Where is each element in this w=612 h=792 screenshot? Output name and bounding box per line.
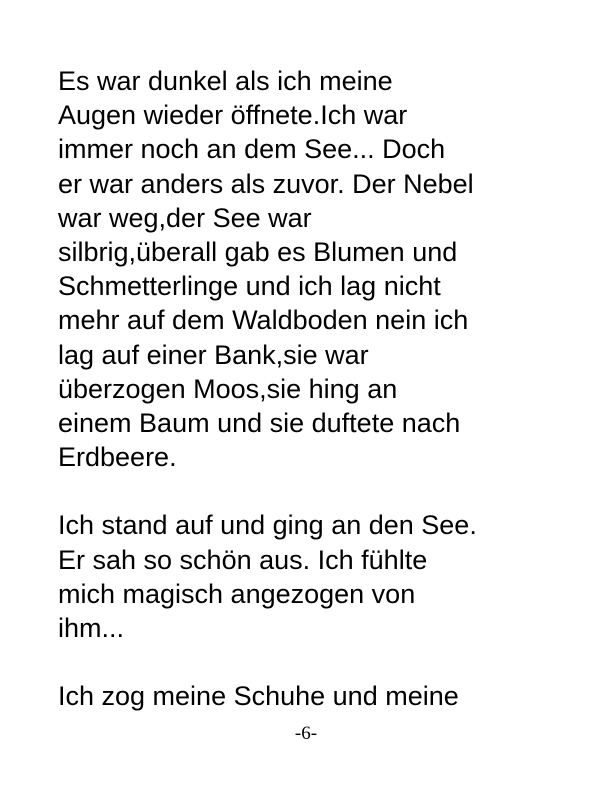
text-line: überzogen Moos,sie hing an xyxy=(58,373,398,404)
paragraph-3 xyxy=(58,679,578,713)
text-line: Schmetterlinge und ich lag nicht xyxy=(58,271,441,302)
paragraph-spacer xyxy=(58,474,578,508)
paragraph-1 xyxy=(58,64,578,474)
text-line: war weg,der See war xyxy=(58,202,312,233)
text-line: Augen wieder öffnete.Ich war xyxy=(58,100,408,131)
body-text xyxy=(58,64,578,714)
paragraph-spacer xyxy=(58,645,578,679)
text-line: Ich stand auf und ging an den See. xyxy=(58,510,477,541)
text-line: er war anders als zuvor. Der Nebel xyxy=(58,168,474,199)
text-line: Es war dunkel als ich meine xyxy=(58,66,393,96)
text-line: Ich zog meine Schuhe und meine xyxy=(58,681,459,712)
text-line: immer noch an dem See... Doch xyxy=(58,134,446,165)
text-line: silbrig,überall gab es Blumen und xyxy=(58,236,458,267)
text-line: mich magisch angezogen von xyxy=(58,578,416,609)
text-line: Erdbeere. xyxy=(58,442,177,473)
text-line: Er sah so schön aus. Ich fühlte xyxy=(58,544,428,575)
text-line: lag auf einer Bank,sie war xyxy=(58,339,369,370)
text-line: ihm... xyxy=(58,613,125,643)
text-line: einem Baum und sie duftete nach xyxy=(58,407,461,438)
paragraph-2 xyxy=(58,508,578,645)
page-number: -6- xyxy=(294,723,318,744)
text-line: mehr auf dem Waldboden nein ich xyxy=(58,305,469,336)
